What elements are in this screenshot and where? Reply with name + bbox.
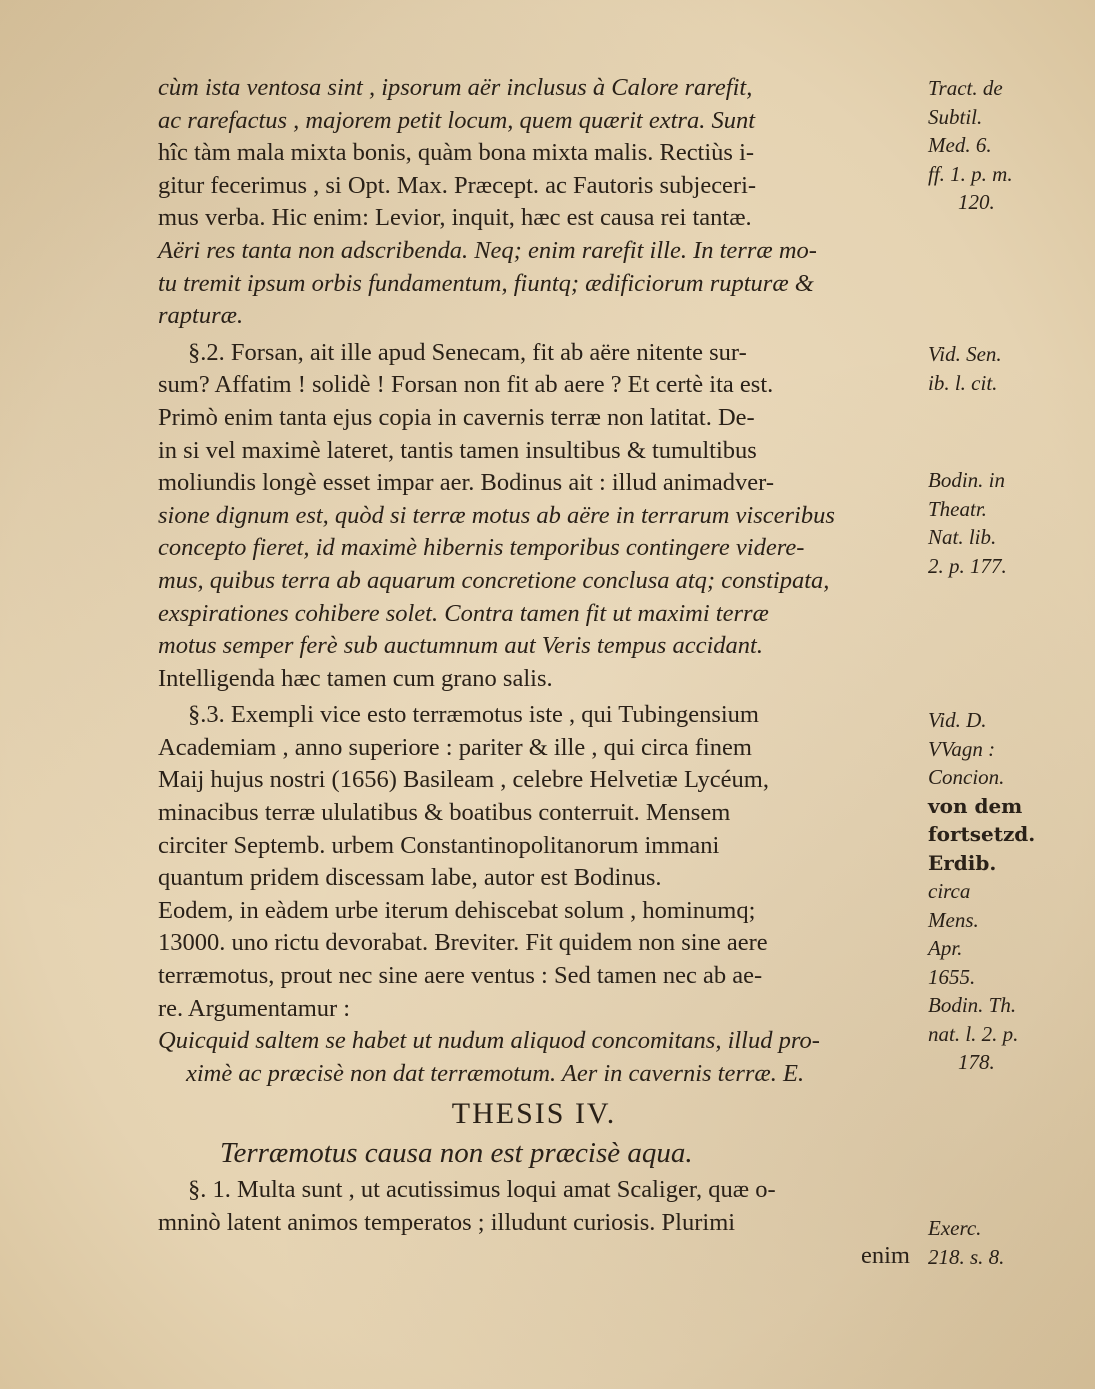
text-line: Primò enim tanta ejus copia in cavernis terræ non latitat. De-: [158, 403, 755, 431]
text-line: mninò latent animos temperatos ; illudunt curiosis. Plurimi: [158, 1209, 736, 1236]
thesis-heading: THESIS IV.: [451, 1097, 617, 1131]
text-line: mus, quibus terra ab aquarum concretione conclusa atq; constipata,: [158, 566, 830, 594]
margin-line: Bodin. in: [928, 468, 1005, 492]
text-line: ximè ac præcisè non dat terræmotum. Aer in cavernis terræ. E.: [186, 1059, 805, 1087]
margin-line: Nat. lib.: [928, 525, 997, 549]
paragraph-1: [158, 72, 910, 333]
margin-line: Concion.: [928, 765, 1005, 789]
margin-line: Erdib.: [928, 850, 997, 875]
text-line: sum? Affatim ! solidè ! Forsan non fit ab aere ? Et certè ita est.: [158, 371, 774, 399]
text-line: §.3. Exempli vice esto terræmotus iste , qui Tubingensium: [188, 701, 759, 729]
text-line: gitur fecerimus , si Opt. Max. Præcept. ac Fautoris subjeceri-: [158, 171, 757, 199]
margin-line: Med. 6.: [928, 133, 992, 157]
margin-note-5: [928, 1214, 1078, 1271]
margin-line: ib. l. cit.: [928, 370, 998, 395]
text-line: Quicquid saltem se habet ut nudum aliquod concomitans, illud pro-: [158, 1027, 820, 1055]
text-line: 13000. uno rictu devorabat. Breviter. Fit quidem non sine aere: [158, 929, 768, 957]
text-line: in si vel maximè lateret, tantis tamen insultibus & tumultibus: [158, 436, 757, 464]
margin-line: 2. p. 177.: [928, 553, 1007, 578]
margin-line: Bodin. Th.: [928, 993, 1017, 1017]
text-line: tu tremit ipsum orbis fundamentum, fiuntq; ædificiorum rupturæ &: [158, 269, 814, 297]
text-line: Aëri res tanta non adscribenda. Neq; enim rarefit ille. In terræ mo-: [158, 236, 817, 264]
text-line: concepto fieret, id maximè hibernis temporibus contingere videre-: [158, 534, 805, 562]
text-line: Eodem, in eàdem urbe iterum dehiscebat solum , hominumq;: [158, 896, 756, 924]
text-line: sione dignum est, quòd si terræ motus ab aëre in terrarum visceribus: [158, 501, 835, 529]
margin-line: Theatr.: [928, 496, 987, 521]
text-line: moliundis longè esset impar aer. Bodinus ait : illud animadver-: [158, 469, 774, 497]
text-line: exspirationes cohibere solet. Contra tamen fit ut maximi terræ: [158, 599, 769, 627]
thesis-subtitle: Terræmotus causa non est præcisè aqua.: [220, 1137, 693, 1170]
margin-line: Subtil.: [928, 104, 983, 129]
text-line: Maij hujus nostri (1656) Basileam , celebre Helvetiæ Lycéum,: [158, 766, 769, 794]
text-line: cùm ista ventosa sint , ipsorum aër inclusus à Calore rarefit,: [158, 74, 753, 101]
text-line: ac rarefactus , majorem petit locum, quem quærit extra. Sunt: [158, 106, 755, 134]
text-line: mus verba. Hic enim: Levior, inquit, hæc est causa rei tantæ.: [158, 204, 752, 232]
text-line: quantum pridem discessam labe, autor est Bodinus.: [158, 864, 662, 892]
margin-line: Apr.: [928, 936, 963, 960]
text-line: Academiam , anno superiore : pariter & ille , qui circa finem: [158, 733, 752, 761]
text-line: circiter Septemb. urbem Constantinopolitanorum immani: [158, 831, 720, 859]
text-line: minacibus terræ ululatibus & boatibus conterruit. Mensem: [158, 799, 731, 827]
margin-note-1: [928, 74, 1078, 217]
margin-line: 120.: [958, 190, 995, 214]
catchword: enim: [861, 1241, 910, 1269]
argument-syllogism: [158, 1025, 910, 1090]
margin-note-4: [928, 706, 1078, 1077]
paragraph-2: [158, 337, 910, 696]
margin-line: circa: [928, 879, 971, 903]
text-line: Intelligenda hæc tamen cum grano salis.: [158, 664, 553, 692]
margin-line: Tract. de: [928, 76, 1003, 100]
text-line: §. 1. Multa sunt , ut acutissimus loqui amat Scaliger, quæ o-: [188, 1176, 776, 1204]
main-text-column: [158, 72, 910, 1272]
margin-line: Mens.: [928, 907, 979, 932]
margin-line: Vid. D.: [928, 708, 987, 732]
paragraph-5: [158, 1174, 910, 1239]
margin-line: 1655.: [928, 964, 976, 989]
text-line: §.2. Forsan, ait ille apud Senecam, fit ab aëre nitente sur-: [188, 338, 747, 366]
margin-line: ff. 1. p. m.: [928, 161, 1013, 186]
text-line: motus semper ferè sub auctumnum aut Veris tempus accidant.: [158, 632, 763, 660]
margin-line: Vid. Sen.: [928, 342, 1002, 366]
text-line: hîc tàm mala mixta bonis, quàm bona mixta malis. Rectiùs i-: [158, 139, 755, 167]
text-line: terræmotus, prout nec sine aere ventus : Sed tamen nec ab ae-: [158, 962, 763, 990]
text-line: rapturæ.: [158, 302, 244, 330]
margin-line: Exerc.: [928, 1216, 982, 1240]
margin-line: fortsetzd.: [928, 822, 1036, 846]
margin-line: von dem: [928, 793, 1023, 818]
margin-note-2: [928, 340, 1078, 397]
text-line: re. Argumentamur :: [158, 994, 351, 1022]
margin-line: nat. l. 2. p.: [928, 1021, 1019, 1046]
paragraph-3: [158, 699, 910, 1025]
margin-line: 218. s. 8.: [928, 1244, 1005, 1269]
margin-note-3: [928, 466, 1078, 580]
margin-line: VVagn :: [928, 736, 996, 761]
margin-line: 178.: [958, 1050, 995, 1074]
